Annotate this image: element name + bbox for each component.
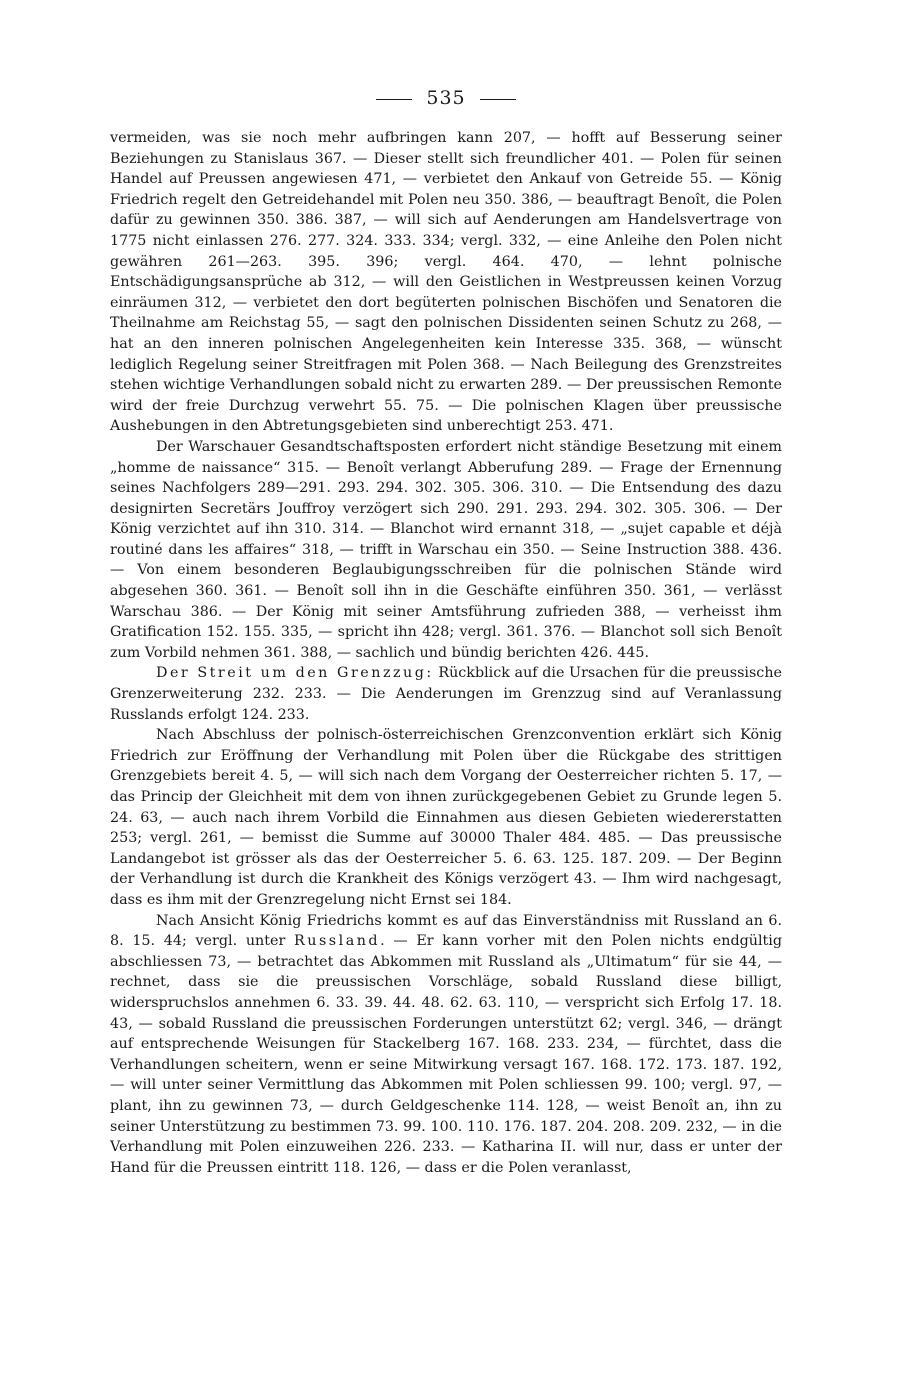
paragraph-5: [110, 911, 782, 1179]
paragraph-3: [110, 663, 782, 725]
section-lead: Der Streit um den Grenzzug:: [156, 665, 434, 682]
paragraph-3-text: Rückblick auf die Ursachen für die preussische Grenzerweiterung 232. 233. — Die Aenderungen im Grenzzug sind auf Veranlassung Russlands erfolgt 124. 233.: [110, 665, 782, 723]
paragraph-2: Der Warschauer Gesandtschaftsposten erfordert nicht ständige Besetzung mit einem „homme de naissance“ 315. — Benoît verlangt Abberufung 289. — Frage der Ernennung seines Nachfolgers 289—291. 293. 294. 302. 305. 306. 310. — Die Entsendung des dazu designirten Secretärs Jouffroy verzögert sich 290. 291. 293. 294. 302. 305. 306. — Der König verzichtet auf ihn 310. 314. — Blanchot wird ernannt 318, — „sujet capable et déjà routiné dans les affaires“ 318, — trifft in Warschau ein 350. — Seine Instruction 388. 436. — Von einem besonderen Beglaubigungsschreiben für die polnischen Stände wird abgesehen 360. 361. — Benoît soll ihn in die Geschäfte einführen 350. 361, — verlässt Warschau 386. — Der König mit seiner Amtsführung zufrieden 388, — verheisst ihm Gratification 152. 155. 335, — spricht ihn 428; vergl. 361. 376. — Blanchot soll sich Benoît zum Vorbild nehmen 361. 388, — sachlich und bündig berichten 426. 445.: [110, 438, 782, 661]
page-header: [110, 84, 782, 112]
page-number: 535: [426, 87, 466, 109]
page-body: [110, 84, 782, 1178]
header-rule-right: [480, 99, 516, 100]
cross-reference: Russland: [293, 933, 381, 950]
header-rule-left: [376, 99, 412, 100]
paragraph-1: vermeiden, was sie noch mehr aufbringen kann 207, — hofft auf Besserung seiner Beziehungen zu Stanislaus 367. — Dieser stellt sich freundlicher 401. — Polen für seinen Handel auf Preussen angewiesen 471, — verbietet den Ankauf von Getreide 55. — König Friedrich regelt den Getreidehandel mit Polen neu 350. 386, — beauftragt Benoît, die Polen dafür zu gewinnen 350. 386. 387, — will sich auf Aenderungen am Handelsvertrage von 1775 nicht einlassen 276. 277. 324. 333. 334; vergl. 332, — eine Anleihe den Polen nicht gewähren 261—263. 395. 396; vergl. 464. 470, — lehnt polnische Entschädigungsansprüche ab 312, — will den Geistlichen in Westpreussen keinen Vorzug einräumen 312, — verbietet den dort begüterten polnischen Bischöfen und Senatoren die Theilnahme am Reichstag 55, — sagt den polnischen Dissidenten seinen Schutz zu 268, — hat an den inneren polnischen Angelegenheiten kein Interesse 335. 368, — wünscht lediglich Regelung seiner Streitfragen mit Polen 368. — Nach Beilegung des Grenzstreites stehen wichtige Verhandlungen sobald nicht zu erwarten 289. — Der preussischen Remonte wird der freie Durchzug verwehrt 55. 75. — Die polnischen Klagen über preussische Aushebungen in den Abtretungsgebieten sind unberechtigt 253. 471.: [110, 130, 782, 435]
paragraph-4: Nach Abschluss der polnisch-österreichischen Grenzconvention erklärt sich König Friedrich zur Eröffnung der Verhandlung mit Polen über die Rückgabe des strittigen Grenzgebiets bereit 4. 5, — will sich nach dem Vorgang der Oesterreicher richten 5. 17, — das Princip der Gleichheit mit dem von ihnen zurückgegebenen Gebiet zu Grunde legen 5. 24. 63, — auch nach ihrem Vorbild die Einnahmen aus diesen Gebieten wiedererstatten 253; vergl. 261, — bemisst die Summe auf 30000 Thaler 484. 485. — Das preussische Landangebot ist grösser als das der Oesterreicher 5. 6. 63. 125. 187. 209. — Der Beginn der Verhandlung ist durch die Krankheit des Königs verzögert 43. — Ihm wird nachgesagt, dass es ihm mit der Grenzregelung nicht Ernst sei 184.: [110, 727, 782, 908]
paragraph-5-text-after: . — Er kann vorher mit den Polen nichts endgültig abschliessen 73, — betrachtet das Abkommen mit Russland als „Ultimatum“ für sie 44, — rechnet, dass sie die preussischen Vorschläge, sobald Russland diese billigt, widerspruchslos annehmen 6. 33. 39. 44. 48. 62. 63. 110, — verspricht sich Erfolg 17. 18. 43, — sobald Russland die preussischen Forderungen unterstützt 62; vergl. 346, — drängt auf entsprechende Weisungen für Stackelberg 167. 168. 233. 234, — fürchtet, dass die Verhandlungen scheitern, wenn er seine Mitwirkung versagt 167. 168. 172. 173. 187. 192, — will unter seiner Vermittlung das Abkommen mit Polen schliessen 99. 100; vergl. 97, — plant, ihn zu gewinnen 73, — durch Geldgeschenke 114. 128, — weist Benoît an, ihn zu seiner Unterstützung zu bestimmen 73. 99. 100. 110. 176. 187. 204. 208. 209. 232, — in die Verhandlung mit Polen einzuweihen 226. 233. — Katharina II. will nur, dass er unter der Hand für die Preussen eintritt 118. 126, — dass er die Polen veranlasst,: [110, 933, 782, 1176]
paragraph-5-text-before: Nach Ansicht König Friedrichs kommt es auf das Einverständniss mit Russland an 6. 8. 15. 44; vergl. unter: [110, 912, 782, 950]
